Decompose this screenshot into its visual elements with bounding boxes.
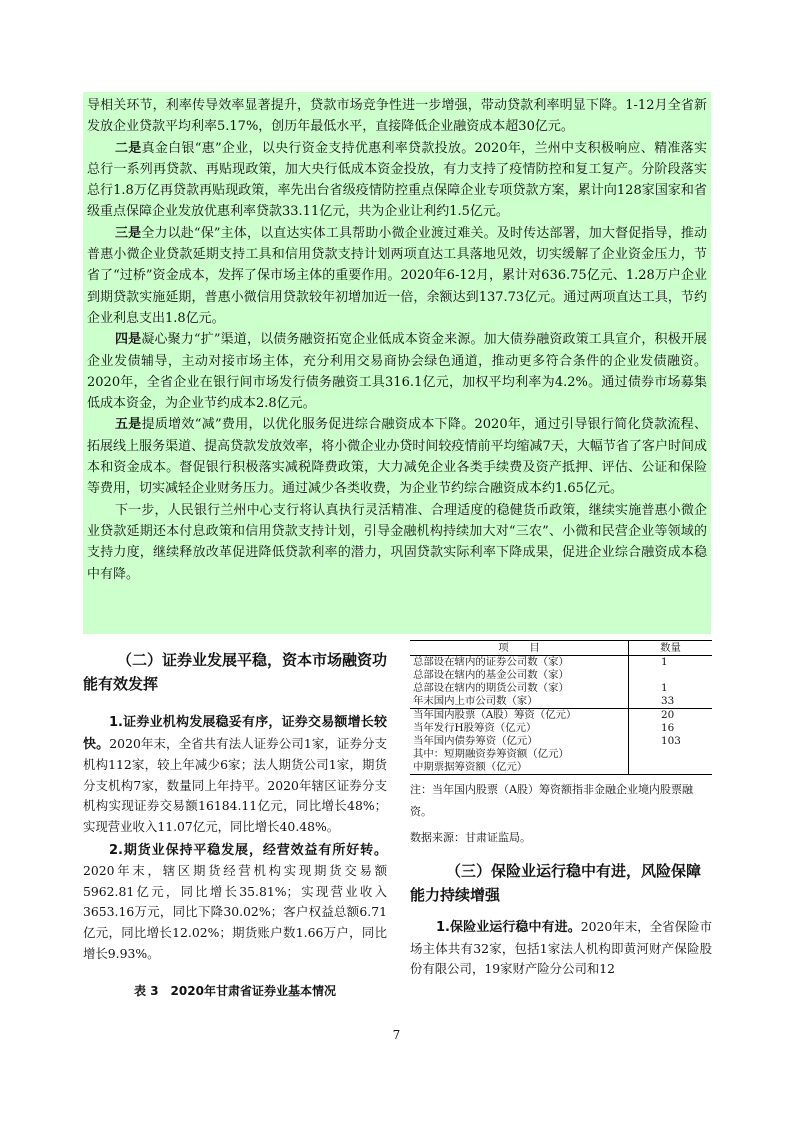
highlight-paragraph-5 xyxy=(87,414,707,499)
row-value: 1 xyxy=(661,682,668,694)
row-label: 中期票据筹资额（亿元） xyxy=(410,761,629,775)
row-label: 总部设在辖内的期货公司数（家） xyxy=(410,682,629,695)
paragraph-body: 全力以赴“保”主体，以直达实体工具帮助小微企业渡过难关。及时传达部署，加大督促指导，推动普惠小微企业贷款延期支持工具和信用贷款支持计划两项直达工具落地见效，切实缓解了企业资金压力，节省了“过桥”资金成本，发挥了保市场主体的重要作用。2020年6-12月，累计对636.75亿元、1.28万户企业到期贷款实施延期，普惠小微信用贷款较年初增加近一倍，余额达到137.73亿元。通过两项直达工具，节约企业利息支出1.8亿元。 xyxy=(87,225,707,326)
table-row xyxy=(410,682,712,695)
table-note: 注：当年国内股票（A股）筹资额指非金融企业境内股票融资。 xyxy=(410,783,693,818)
table-header-item: 项 目 xyxy=(410,641,629,656)
row-label: 总部设在辖内的基金公司数（家） xyxy=(410,669,629,682)
insurance-paragraph xyxy=(410,917,712,980)
highlight-paragraph-1: 导相关环节，利率传导效率显著提升，贷款市场竞争性进一步增强，带动贷款利率明显下降。1-12月全省新发放企业贷款平均利率5.17%，创历年最低水平，直接降低企业融资成本超30亿元。 xyxy=(87,98,707,135)
table-row xyxy=(410,761,712,775)
paragraph-lead: 五是 xyxy=(115,417,142,433)
paragraph-lead: 1.证券业机构发展稳妥有序，证券交易额增长较快。 xyxy=(83,715,387,752)
paragraph-lead: 三是 xyxy=(115,225,142,241)
paragraph-body: 提质增效“减”费用，以优化服务促进综合融资成本下降。2020年，通过引导银行简化贷款流程、拓展线上服务渠道、提高贷款发放效率，将小微企业办贷时间较疫情前平均缩减7天，大幅节省了客户时间成本和资金成本。督促银行积极落实减税降费政策，大力减免企业各类手续费及资产抵押、评估、公证和保险等费用，切实减轻企业财务压力。通过减少各类收费，为企业节约综合融资成本约1.65亿元。 xyxy=(87,417,707,497)
row-value: 16 xyxy=(661,722,675,734)
highlight-paragraph-2 xyxy=(87,138,707,223)
page-number: 7 xyxy=(392,1028,401,1042)
row-label: 年末国内上市公司数（家） xyxy=(410,695,629,709)
table-row xyxy=(410,695,712,709)
row-value xyxy=(629,669,713,682)
left-column xyxy=(83,640,387,999)
paragraph-body: 真金白银“惠”企业，以央行资金支持优惠利率贷款投放。2020年，兰州中支积极响应、精准落实总行一系列再贷款、再贴现政策，加大央行低成本资金投放，有力支持了疫情防控和复工复产。分阶段落实总行1.8万亿再贷款再贴现政策，率先出台省级疫情防控重点保障企业专项贷款方案，累计向128家国家和省级重点保障企业发放优惠利率贷款33.11亿元，共为企业让利约1.5亿元。 xyxy=(87,140,707,220)
paragraph-body: 2020年末，辖区期货经营机构实现期货交易额5962.81亿元，同比增长35.81%；实现营业收入3653.16万元，同比下降30.02%；客户权益总额6.71亿元，同比增长12.02%；期货账户数1.66万户，同比增长9.93%。 xyxy=(83,863,387,961)
row-value xyxy=(629,761,713,775)
row-value: 33 xyxy=(661,695,675,707)
paragraph-lead: 1.保险业运行稳中有进。 xyxy=(436,920,581,935)
table-header-quantity: 数量 xyxy=(629,641,713,656)
table-row xyxy=(410,735,712,748)
row-value: 20 xyxy=(629,709,713,723)
paragraph-body: 2020年末，全省共有法人证券公司1家，证券分支机构112家，较上年减少6家；法人期货公司1家，期货分支机构7家，数量同上年持平。2020年辖区证券分支机构实现证券交易额16184.11亿元，同比增长48%；实现营业收入11.07亿元，同比增长40.48%。 xyxy=(83,735,387,834)
table-row xyxy=(410,709,712,723)
highlight-paragraph-4 xyxy=(87,329,707,414)
paragraph-lead: 2.期货业保持平稳发展，经营效益有所好转。 xyxy=(109,842,387,858)
paragraph-body: 凝心聚力“扩”渠道，以债务融资拓宽企业低成本资金来源。加大债券融资政策工具宣介，积极开展企业发债辅导，主动对接市场主体，充分利用交易商协会绿色通道，推动更多符合条件的企业发债融资。2020年，全省企业在银行间市场发行债务融资工具316.1亿元，加权平均利率为4.2%。通过债券市场募集低成本资金，为企业节约成本2.8亿元。 xyxy=(87,332,707,412)
row-label: 当年发行H股筹资（亿元） xyxy=(410,722,629,735)
table-row xyxy=(410,722,712,735)
section-heading-insurance: （三）保险业运行稳中有进，风险保障能力持续增强 xyxy=(410,862,702,904)
highlight-paragraph-3 xyxy=(87,223,707,329)
table-row xyxy=(410,748,712,761)
row-label: 当年国内债券筹资（亿元） xyxy=(410,735,629,748)
securities-paragraph xyxy=(83,712,387,838)
table-row xyxy=(410,669,712,682)
paragraph-lead: 四是 xyxy=(115,332,142,348)
section-heading-securities: （二）证券业发展平稳，资本市场融资功能有效发挥 xyxy=(83,651,388,693)
paragraph-body: 2020年末，全省保险市场主体共有32家，包括1家法人机构即黄河财产保险股份有限公司，19家财产险分公司和12 xyxy=(410,919,712,977)
securities-table xyxy=(410,640,712,775)
row-label: 总部设在辖内的证券公司数（家） xyxy=(410,656,629,670)
table-row xyxy=(410,656,712,670)
paragraph-lead: 二是 xyxy=(115,140,142,156)
row-value: 1 xyxy=(661,656,668,668)
row-label: 其中：短期融资券筹资额（亿元） xyxy=(410,748,629,761)
row-label: 当年国内股票（A股）筹资（亿元） xyxy=(410,709,629,723)
highlighted-text-box xyxy=(83,92,711,634)
table-caption: 表 3 2020年甘肃省证券业基本情况 xyxy=(134,984,336,999)
highlight-paragraph-6: 下一步，人民银行兰州中心支行将认真执行灵活精准、合理适度的稳健货币政策，继续实施普惠小微企业贷款延期还本付息政策和信用贷款支持计划，引导金融机构持续加大对“三农”、小微和民营企业等领域的支持力度，继续释放改革促进降低贷款利率的潜力，巩固贷款实际利率下降成果，促进企业综合融资成本稳中有降。 xyxy=(87,502,707,582)
row-value: 103 xyxy=(661,735,681,747)
right-column xyxy=(410,640,712,980)
futures-paragraph xyxy=(83,840,387,965)
table-source: 数据来源：甘肃证监局。 xyxy=(410,831,531,844)
row-value xyxy=(629,748,713,761)
